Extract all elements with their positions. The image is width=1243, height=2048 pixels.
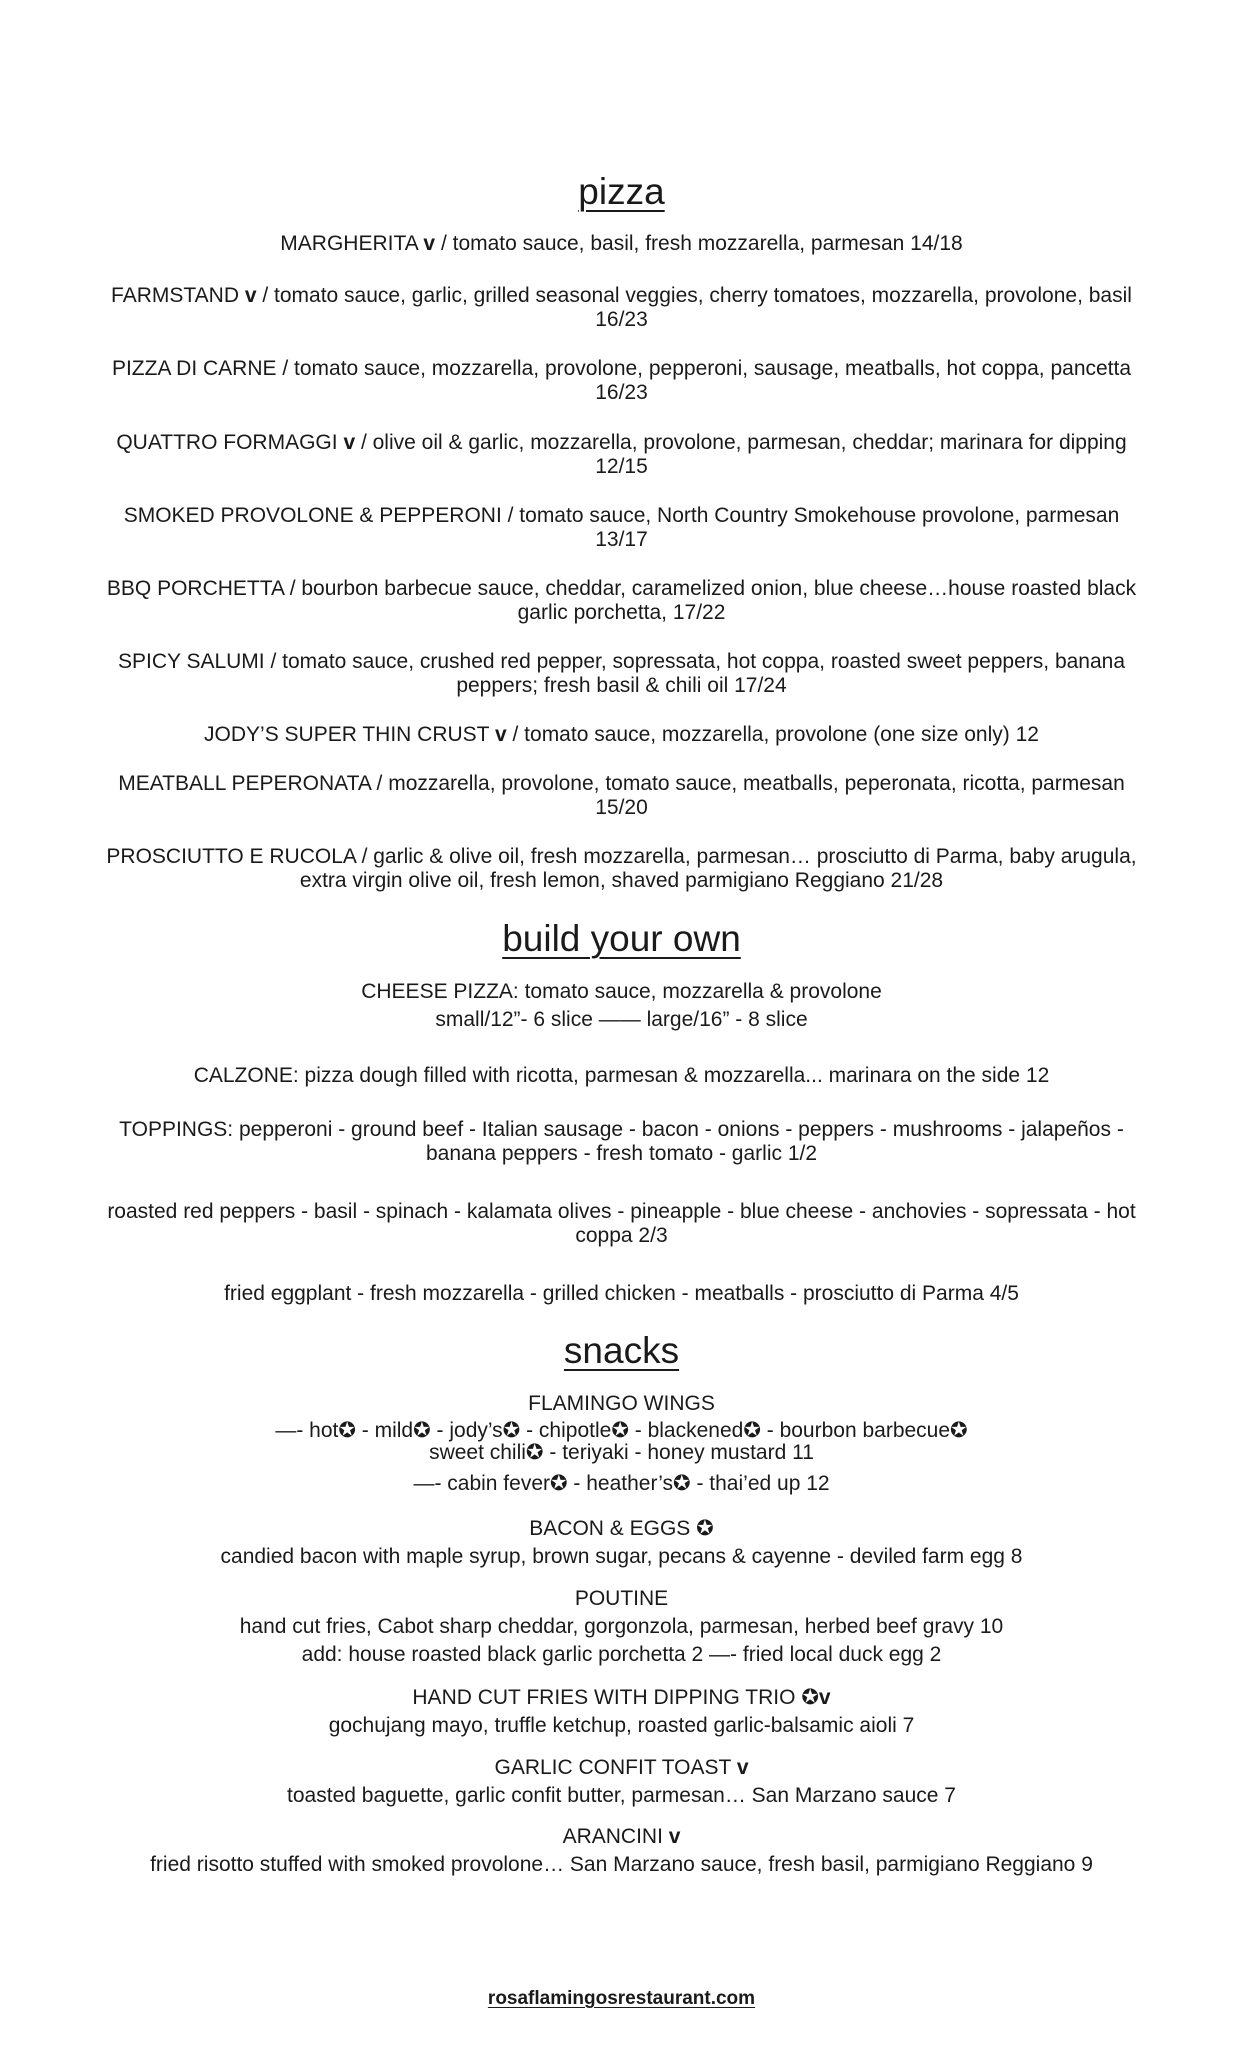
menu-item-meatball-peperonata	[70, 772, 1173, 820]
toppings-tier-1	[70, 1118, 1173, 1166]
toppings-line: banana peppers - fresh tomato - garlic 1/2	[425, 1142, 818, 1165]
item-price: 12/15	[595, 455, 648, 478]
item-desc: candied bacon with maple syrup, brown sugar, pecans & cayenne - deviled farm egg 8	[220, 1545, 1023, 1568]
item-desc: / tomato sauce, crushed red pepper, sopressata, hot coppa, roasted sweet peppers, banana	[264, 650, 1126, 673]
item-desc: / tomato sauce, mozzarella, provolone (one size only) 12	[506, 723, 1039, 746]
item-desc: / tomato sauce, garlic, grilled seasonal veggies, cherry tomatoes, mozzarella, provolone, basil	[256, 284, 1132, 307]
toppings-line: coppa 2/3	[575, 1224, 668, 1247]
bacon-and-eggs	[70, 1517, 1173, 1569]
build-your-own-heading: build your own	[502, 918, 741, 959]
toppings-line: roasted red peppers - basil - spinach - kalamata olives - pineapple - blue cheese - anchovies - sopressata - hot	[107, 1200, 1136, 1223]
menu-item-prosciutto-e-rucola	[70, 845, 1173, 893]
menu-item-pizza-di-carne	[70, 357, 1173, 405]
toppings-tier-3: fried eggplant - fresh mozzarella - grilled chicken - meatballs - prosciutto di Parma 4/5	[224, 1282, 1019, 1305]
item-name: FLAMINGO WINGS	[528, 1392, 715, 1415]
toppings-line: TOPPINGS: pepperoni - ground beef - Italian sausage - bacon - onions - peppers - mushrooms - jalapeños -	[119, 1118, 1124, 1141]
vegetarian-mark: v	[423, 232, 436, 255]
item-desc: / tomato sauce, mozzarella, provolone, pepperoni, sausage, meatballs, hot coppa, pancetta	[276, 357, 1132, 380]
wings-flavors: —- cabin fever✪ - heather’s✪ - thai’ed up 12	[413, 1472, 830, 1495]
website-link[interactable]: rosaflamingosrestaurant.com	[487, 1988, 756, 2009]
item-desc-cont: garlic porchetta, 17/22	[517, 601, 726, 624]
toppings-tier-2	[70, 1200, 1173, 1248]
pizza-heading: pizza	[578, 171, 665, 212]
vegetarian-mark: v	[494, 723, 507, 746]
item-name: PROSCIUTTO E RUCOLA	[106, 845, 356, 868]
item-desc: / tomato sauce, basil, fresh mozzarella, parmesan 14/18	[435, 232, 963, 255]
menu-item-jodys-thin-crust	[70, 723, 1173, 747]
item-desc-cont: extra virgin olive oil, fresh lemon, shaved parmigiano Reggiano 21/28	[299, 869, 944, 892]
calzone: CALZONE: pizza dough filled with ricotta, parmesan & mozzarella... marinara on the side 12	[193, 1064, 1050, 1087]
item-desc: / garlic & olive oil, fresh mozzarella, parmesan… prosciutto di Parma, baby arugula,	[355, 845, 1137, 868]
item-price: 13/17	[595, 528, 648, 551]
item-desc: / tomato sauce, North Country Smokehouse provolone, parmesan	[501, 504, 1120, 527]
item-name: BBQ PORCHETTA	[106, 577, 284, 600]
hand-cut-fries	[70, 1686, 1173, 1738]
item-desc: toasted baguette, garlic confit butter, parmesan… San Marzano sauce 7	[287, 1784, 956, 1807]
vegetarian-mark: v	[736, 1756, 749, 1779]
item-price: 16/23	[595, 308, 648, 331]
vegetarian-mark: v	[343, 431, 356, 454]
item-price: 16/23	[595, 381, 648, 404]
item-add-on: add: house roasted black garlic porchetta 2 —- fried local duck egg 2	[301, 1643, 942, 1666]
wings-flavors: —- hot✪ - mild✪ - jody’s✪ - chipotle✪ - blackened✪ - bourbon barbecue✪	[275, 1419, 968, 1442]
item-name: MEATBALL PEPERONATA	[118, 772, 371, 795]
vegetarian-mark: v	[668, 1825, 681, 1848]
snacks-heading: snacks	[563, 1330, 680, 1371]
vegetarian-mark: v	[244, 284, 257, 307]
poutine	[70, 1587, 1173, 1667]
cheese-pizza	[70, 980, 1173, 1032]
flamingo-wings	[70, 1392, 1173, 1496]
item-name: QUATTRO FORMAGGI	[116, 431, 338, 454]
item-desc: / olive oil & garlic, mozzarella, provolone, parmesan, cheddar; marinara for dipping	[355, 431, 1127, 454]
cheese-pizza-sizes: small/12”- 6 slice —— large/16” - 8 slice	[435, 1008, 808, 1031]
item-desc: gochujang mayo, truffle ketchup, roasted garlic-balsamic aioli 7	[328, 1714, 915, 1737]
item-desc-cont: peppers; fresh basil & chili oil 17/24	[456, 674, 787, 697]
menu-item-bbq-porchetta	[70, 577, 1173, 625]
item-name: SMOKED PROVOLONE & PEPPERONI	[123, 504, 502, 527]
wings-flavors: sweet chili✪ - teriyaki - honey mustard 11	[429, 1441, 814, 1464]
spicy-vegetarian-mark: ✪v	[801, 1686, 831, 1709]
menu-item-quattro-formaggi	[70, 431, 1173, 479]
item-name: HAND CUT FRIES WITH DIPPING TRIO	[412, 1686, 802, 1709]
item-name: POUTINE	[574, 1587, 669, 1610]
item-desc: hand cut fries, Cabot sharp cheddar, gorgonzola, parmesan, herbed beef gravy 10	[239, 1615, 1004, 1638]
item-desc: / mozzarella, provolone, tomato sauce, meatballs, peperonata, ricotta, parmesan	[370, 772, 1125, 795]
item-name: MARGHERITA	[280, 232, 418, 255]
garlic-confit-toast	[70, 1756, 1173, 1808]
item-name: ARANCINI	[562, 1825, 669, 1848]
item-name: FARMSTAND	[111, 284, 239, 307]
item-name: SPICY SALUMI	[117, 650, 265, 673]
menu-item-spicy-salumi	[70, 650, 1173, 698]
item-desc: / bourbon barbecue sauce, cheddar, caramelized onion, blue cheese…house roasted black	[283, 577, 1137, 600]
item-name: JODY’S SUPER THIN CRUST	[204, 723, 490, 746]
item-desc: fried risotto stuffed with smoked provolone… San Marzano sauce, fresh basil, parmigiano Reggiano 9	[150, 1853, 1093, 1876]
item-name: BACON & EGGS ✪	[529, 1517, 714, 1540]
menu-item-farmstand	[70, 284, 1173, 332]
item-price: 15/20	[595, 796, 648, 819]
menu-item-margherita	[70, 232, 1173, 256]
arancini	[70, 1825, 1173, 1877]
menu-item-smoked-provolone	[70, 504, 1173, 552]
cheese-pizza-desc: CHEESE PIZZA: tomato sauce, mozzarella & provolone	[361, 980, 882, 1003]
item-name: GARLIC CONFIT TOAST	[494, 1756, 737, 1779]
item-name: PIZZA DI CARNE	[111, 357, 277, 380]
